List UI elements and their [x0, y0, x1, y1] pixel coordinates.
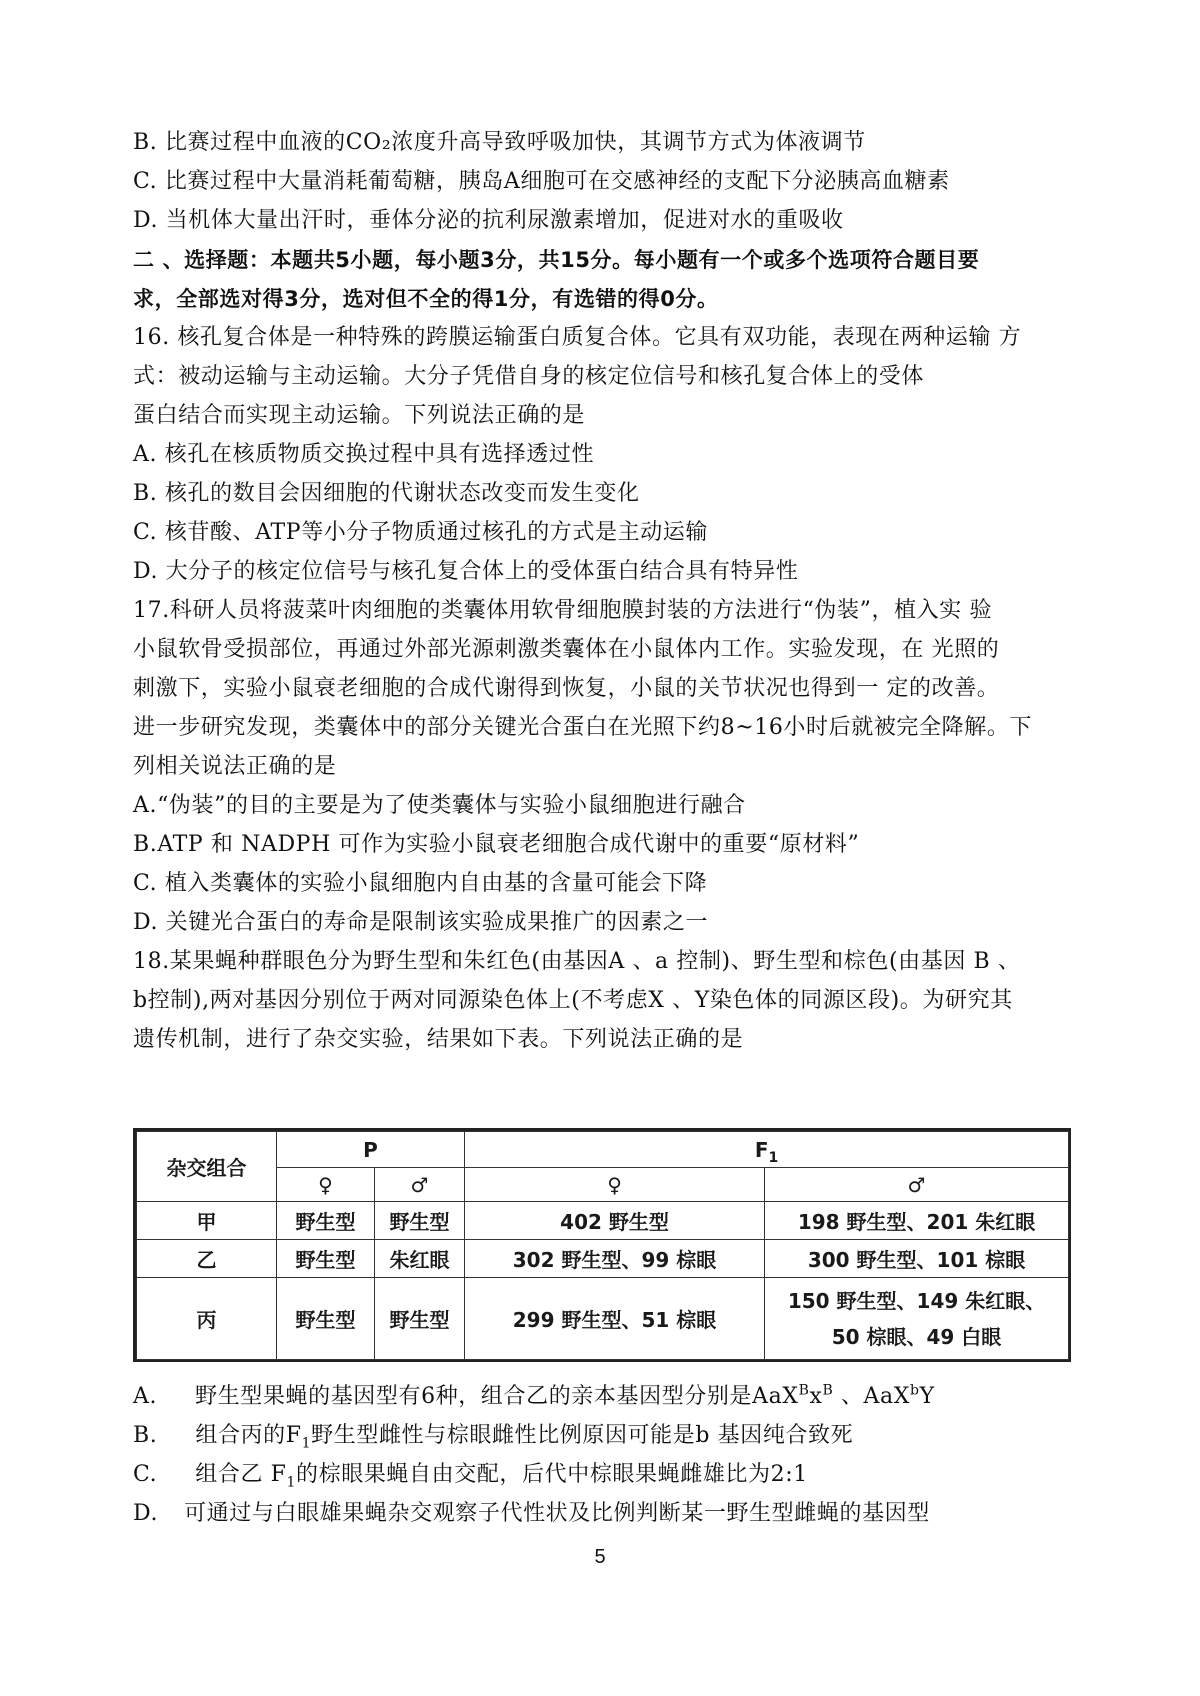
- q18-option-a: A. 野生型果蝇的基因型有6种，组合乙的亲本基因型分别是$AaX^Bx^B$ 、AaX$^b$Y: [133, 1382, 935, 1409]
- female-symbol: ♀: [277, 1168, 375, 1202]
- cross-results-table: [133, 1128, 1071, 1362]
- q16-option-a: A. 核孔在核质物质交换过程中具有选择透过性: [133, 442, 595, 467]
- f1-male-cell: 198 野生型、201 朱红眼: [765, 1202, 1069, 1240]
- q18-option-c: C. 组合乙 $F_1$的棕眼果蝇自由交配，后代中棕眼果蝇雌雄比为2:1: [133, 1462, 808, 1491]
- q16-option-c: C. 核苷酸、ATP等小分子物质通过核孔的方式是主动运输: [133, 520, 708, 545]
- q18-stem-line2: b控制),两对基因分别位于两对同源染色体上(不考虑X 、Y染色体的同源区段)。为研究其: [133, 988, 1013, 1013]
- p-male-cell: 野生型: [375, 1278, 465, 1360]
- q15-option-b: B. 比赛过程中血液的CO₂浓度升高导致呼吸加快，其调节方式为体液调节: [133, 130, 866, 155]
- section-heading-line2: 求，全部选对得3分，选对但不全的得1分，有选错的得0分。: [133, 287, 719, 311]
- female-symbol: ♀: [465, 1168, 765, 1202]
- section-heading-line1: 二 、选择题：本题共5小题，每小题3分，共15分。每小题有一个或多个选项符合题目要: [133, 248, 980, 272]
- f1-female-cell: 402 野生型: [465, 1202, 765, 1240]
- q18-option-b: B. 组合丙的$F_1$野生型雌性与棕眼雌性比例原因可能是b 基因纯合致死: [133, 1423, 854, 1452]
- row-label: 丙: [137, 1278, 277, 1360]
- p-female-cell: 野生型: [277, 1202, 375, 1240]
- q17-option-a: A.“伪装”的目的主要是为了使类囊体与实验小鼠细胞进行融合: [133, 793, 746, 818]
- male-symbol: ♂: [765, 1168, 1069, 1202]
- q17-option-b: B.ATP 和 NADPH 可作为实验小鼠衰老细胞合成代谢中的重要“原材料”: [133, 832, 860, 857]
- f1-male-cell: 300 野生型、101 棕眼: [765, 1240, 1069, 1278]
- header-f1: $F_1$: [465, 1132, 1069, 1168]
- q16-option-d: D. 大分子的核定位信号与核孔复合体上的受体蛋白结合具有特异性: [133, 559, 799, 584]
- table-row: [137, 1240, 1069, 1278]
- header-cross-combination: 杂交组合: [137, 1132, 277, 1202]
- q15-option-d: D. 当机体大量出汗时，垂体分泌的抗利尿激素增加，促进对水的重吸收: [133, 208, 844, 233]
- f1-male-cell: 150 野生型、149 朱红眼、 50 棕眼、49 白眼: [765, 1278, 1069, 1360]
- q18-option-d: D. 可通过与白眼雄果蝇杂交观察子代性状及比例判断某一野生型雌蝇的基因型: [133, 1501, 930, 1526]
- q17-stem-line1: 17.科研人员将菠菜叶肉细胞的类囊体用软骨细胞膜封装的方法进行“伪装”，植入实 验: [133, 598, 993, 623]
- q16-option-b: B. 核孔的数目会因细胞的代谢状态改变而发生变化: [133, 481, 640, 506]
- q18-stem-line1: 18.某果蝇种群眼色分为野生型和朱红色(由基因A 、a 控制)、野生型和棕色(由基因 B 、: [133, 949, 1021, 974]
- f1-female-cell: 302 野生型、99 棕眼: [465, 1240, 765, 1278]
- q16-stem-line1: 16. 核孔复合体是一种特殊的跨膜运输蛋白质复合体。它具有双功能，表现在两种运输 方: [133, 325, 1022, 350]
- male-symbol: ♂: [375, 1168, 465, 1202]
- q18-stem-line3: 遗传机制，进行了杂交实验，结果如下表。下列说法正确的是: [133, 1027, 744, 1052]
- q17-option-d: D. 关键光合蛋白的寿命是限制该实验成果推广的因素之一: [133, 910, 709, 935]
- row-label: 甲: [137, 1202, 277, 1240]
- p-male-cell: 野生型: [375, 1202, 465, 1240]
- table-row: [137, 1202, 1069, 1240]
- q17-stem-line5: 列相关说法正确的是: [133, 754, 337, 779]
- p-female-cell: 野生型: [277, 1240, 375, 1278]
- p-female-cell: 野生型: [277, 1278, 375, 1360]
- table-row: [137, 1278, 1069, 1360]
- q17-stem-line3: 刺激下，实验小鼠衰老细胞的合成代谢得到恢复，小鼠的关节状况也得到一 定的改善。: [133, 676, 1000, 701]
- f1-female-cell: 299 野生型、51 棕眼: [465, 1278, 765, 1360]
- q15-option-c: C. 比赛过程中大量消耗葡萄糖，胰岛A细胞可在交感神经的支配下分泌胰高血糖素: [133, 169, 950, 194]
- q16-stem-line2: 式：被动运输与主动运输。大分子凭借自身的核定位信号和核孔复合体上的受体: [133, 364, 925, 389]
- row-label: 乙: [137, 1240, 277, 1278]
- page-number: 5: [594, 1546, 606, 1568]
- p-male-cell: 朱红眼: [375, 1240, 465, 1278]
- q17-option-c: C. 植入类囊体的实验小鼠细胞内自由基的含量可能会下降: [133, 871, 708, 896]
- header-parents: P: [277, 1132, 465, 1168]
- q16-stem-line3: 蛋白结合而实现主动运输。下列说法正确的是: [133, 403, 586, 428]
- q17-stem-line2: 小鼠软骨受损部位，再通过外部光源刺激类囊体在小鼠体内工作。实验发现，在 光照的: [133, 637, 1000, 662]
- q17-stem-line4: 进一步研究发现，类囊体中的部分关键光合蛋白在光照下约8~16小时后就被完全降解。下: [133, 715, 1033, 740]
